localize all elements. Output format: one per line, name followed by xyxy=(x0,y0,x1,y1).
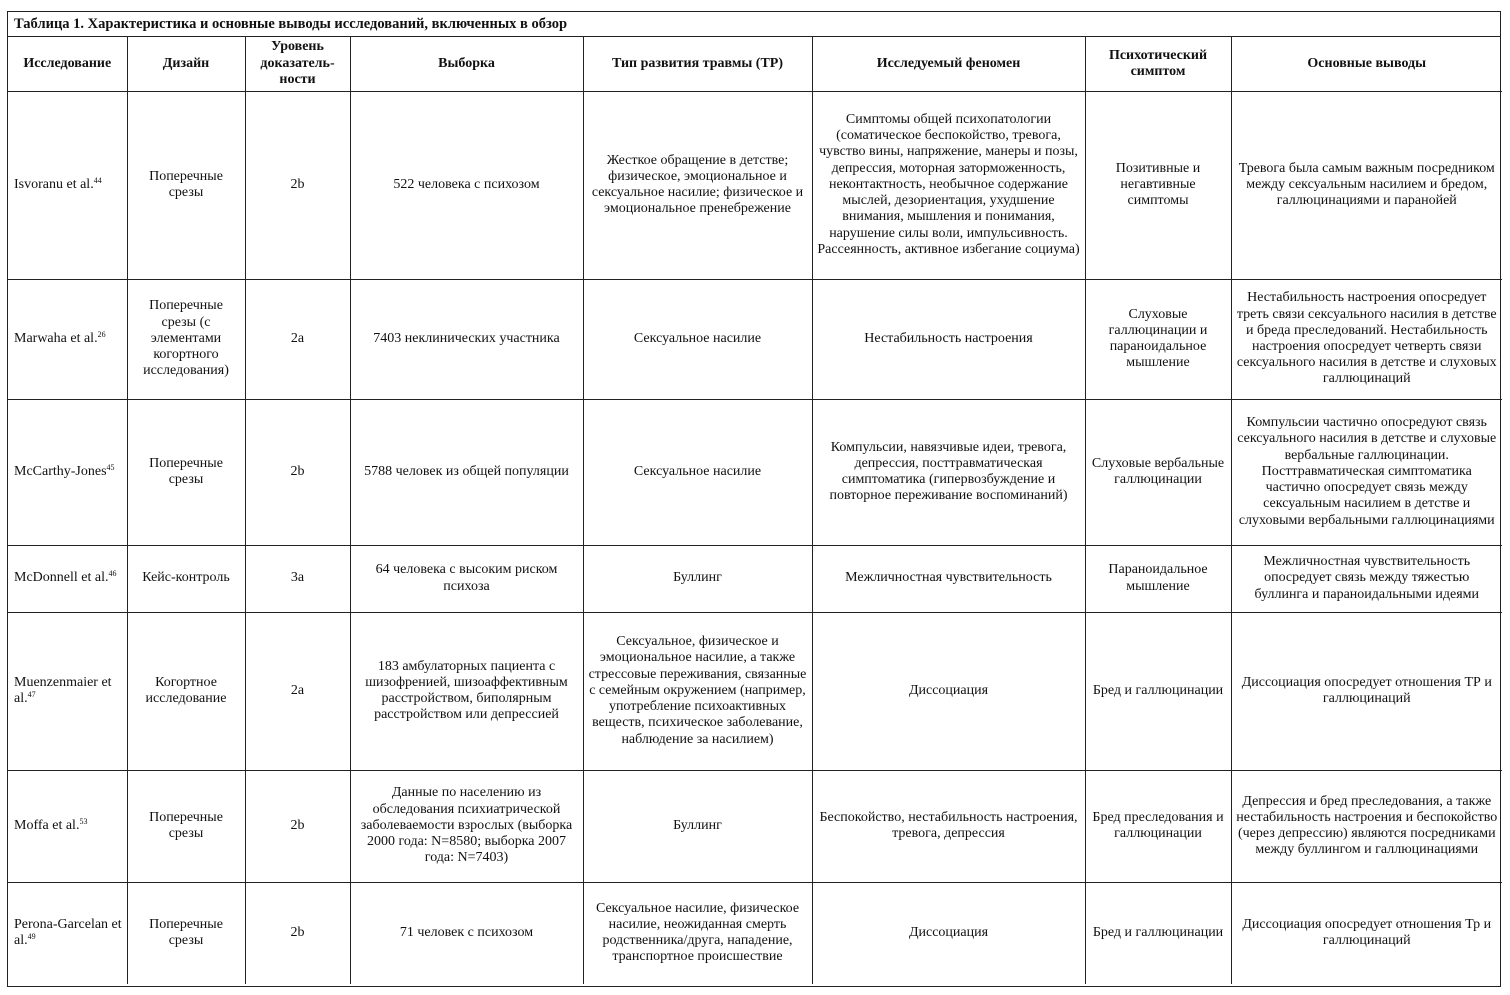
findings-cell: Нестабильность настроения опосредует треть связи сексуального насилия в детстве и бреда преследований. Нестабильность настроения опосредует четверть связи сексуального насилия в детстве и слуховых галлюцинаций xyxy=(1231,279,1502,399)
findings-cell: Диссоциация опосредует отношения Тр и галлюцинаций xyxy=(1231,882,1502,984)
reference-number: 47 xyxy=(27,690,36,699)
table-row xyxy=(8,91,1502,279)
evidence-level-cell: 2b xyxy=(245,770,350,882)
sample-cell: 522 человека с психозом xyxy=(350,91,583,279)
reference-number: 49 xyxy=(27,932,36,942)
reference-number: 46 xyxy=(108,569,117,579)
symptom-cell: Параноидальное мышление xyxy=(1085,545,1231,612)
symptom-cell: Слуховые вербальные галлюцинации xyxy=(1085,399,1231,545)
study-cell xyxy=(8,612,127,770)
study-name: Isvoranu et al. xyxy=(14,176,94,192)
sample-cell: 64 человека с высоким риском психоза xyxy=(350,545,583,612)
column-header-psychotic-symptom: Психотический симптом xyxy=(1085,37,1231,91)
study-cell xyxy=(8,279,127,399)
findings-cell: Тревога была самым важным посредником между сексуальным насилием и бредом, галлюцинациями и паранойей xyxy=(1231,91,1502,279)
study-name: Moffa et al. xyxy=(14,817,80,833)
evidence-level-cell: 2a xyxy=(245,279,350,399)
trauma-cell: Сексуальное насилие, физическое насилие, неожиданная смерть родственника/друга, нападение, транспортное происшествие xyxy=(583,882,812,984)
trauma-cell: Буллинг xyxy=(583,545,812,612)
symptom-cell: Бред и галлюцинации xyxy=(1085,612,1231,770)
column-header-design: Дизайн xyxy=(127,37,245,91)
sample-cell: 183 амбулаторных пациента с шизофренией, шизоаффективным расстройством, биполярным расстройством или депрессией xyxy=(350,612,583,770)
reference-number: 53 xyxy=(79,816,88,826)
table-row xyxy=(8,612,1502,770)
sample-cell: Данные по населению из обследования психиатрической заболеваемости взрослых (выборка 2000 года: N=8580; выборка 2007 года: N=7403) xyxy=(350,770,583,882)
phenomenon-cell: Симптомы общей психопатологии (соматическое беспокойство, тревога, чувство вины, напряжение, манеры и позы, депрессия, моторная заторможенность, неконтактность, необычное содержание мыслей, дезориентация, ухудшение внимания, мышления и понимания, нарушение силы воли, импульсивность. Рассеянность, активное избегание социума) xyxy=(812,91,1085,279)
study-cell xyxy=(8,882,127,984)
column-header-study: Исследование xyxy=(8,37,127,91)
study-cell xyxy=(8,545,127,612)
symptom-cell: Позитивные и негавтивные симптомы xyxy=(1085,91,1231,279)
design-cell: Когортное исследование xyxy=(127,612,245,770)
column-header-findings: Основные выводы xyxy=(1231,37,1502,91)
design-cell: Кейс-контроль xyxy=(127,545,245,612)
column-header-sample: Выборка xyxy=(350,37,583,91)
sample-cell: 7403 неклинических участника xyxy=(350,279,583,399)
trauma-cell: Сексуальное насилие xyxy=(583,279,812,399)
sample-cell: 71 человек с психозом xyxy=(350,882,583,984)
design-cell: Поперечные срезы xyxy=(127,399,245,545)
findings-cell: Компульсии частично опосредуют связь сексуального насилия в детстве и слуховые вербальные галлюцинации. Посттравматическая симптоматика частично опосредует связь между сексуальным насилием в детстве и слуховыми вербальными галлюцинациями xyxy=(1231,399,1502,545)
studies-table xyxy=(8,37,1502,984)
phenomenon-cell: Диссоциация xyxy=(812,612,1085,770)
findings-cell: Депрессия и бред преследования, а также нестабильность настроения и беспокойство (через депрессию) являются посредниками между буллингом и галлюцинациями xyxy=(1231,770,1502,882)
evidence-level-cell: 2b xyxy=(245,91,350,279)
reference-number: 26 xyxy=(97,329,106,339)
design-cell: Поперечные срезы xyxy=(127,770,245,882)
study-name: McDonnell et al. xyxy=(14,570,109,586)
column-header-phenomenon: Исследуемый феномен xyxy=(812,37,1085,91)
evidence-level-cell: 2a xyxy=(245,612,350,770)
trauma-cell: Сексуальное насилие xyxy=(583,399,812,545)
table-header-row xyxy=(8,37,1502,91)
table-row xyxy=(8,279,1502,399)
reference-number: 45 xyxy=(106,462,115,472)
trauma-cell: Жесткое обращение в детстве; физическое, эмоциональное и сексуальное насилие; физическое и эмоциональное пренебрежение xyxy=(583,91,812,279)
study-name: Marwaha et al. xyxy=(14,330,98,346)
study-name: Perona-Garcelan et al. xyxy=(14,917,122,949)
phenomenon-cell: Беспокойство, нестабильность настроения, тревога, депрессия xyxy=(812,770,1085,882)
table-row xyxy=(8,399,1502,545)
symptom-cell: Слуховые галлюцинации и параноидальное мышление xyxy=(1085,279,1231,399)
document-table-frame xyxy=(7,11,1501,987)
phenomenon-cell: Компульсии, навязчивые идеи, тревога, депрессия, посттравматическая симптоматика (гипервозбуждение и повторное переживание воспоминаний) xyxy=(812,399,1085,545)
table-row xyxy=(8,545,1502,612)
evidence-level-cell: 3a xyxy=(245,545,350,612)
study-cell xyxy=(8,91,127,279)
trauma-cell: Буллинг xyxy=(583,770,812,882)
column-header-evidence-level: Уровень доказатель-ности xyxy=(245,37,350,91)
design-cell: Поперечные срезы xyxy=(127,882,245,984)
evidence-level-cell: 2b xyxy=(245,399,350,545)
table-row xyxy=(8,882,1502,984)
findings-cell: Межличностная чувствительность опосредует связь между тяжестью буллинга и параноидальными идеями xyxy=(1231,545,1502,612)
trauma-cell: Сексуальное, физическое и эмоциональное насилие, а также стрессовые переживания, связанные с семейным окружением (например, употребление психоактивных веществ, психическое заболевание, наблюдение за насилием) xyxy=(583,612,812,770)
evidence-level-cell: 2b xyxy=(245,882,350,984)
design-cell: Поперечные срезы xyxy=(127,91,245,279)
study-name: Muenzenmaier et al. xyxy=(14,674,112,706)
table-row xyxy=(8,770,1502,882)
symptom-cell: Бред и галлюцинации xyxy=(1085,882,1231,984)
table-caption: Таблица 1. Характеристика и основные выводы исследований, включенных в обзор xyxy=(8,12,1500,37)
study-cell xyxy=(8,399,127,545)
reference-number: 44 xyxy=(93,175,102,185)
phenomenon-cell: Нестабильность настроения xyxy=(812,279,1085,399)
sample-cell: 5788 человек из общей популяции xyxy=(350,399,583,545)
phenomenon-cell: Диссоциация xyxy=(812,882,1085,984)
column-header-trauma-type: Тип развития травмы (ТР) xyxy=(583,37,812,91)
findings-cell: Диссоциация опосредует отношения ТР и галлюцинаций xyxy=(1231,612,1502,770)
study-name: McCarthy-Jones xyxy=(14,463,107,479)
symptom-cell: Бред преследования и галлюцинации xyxy=(1085,770,1231,882)
design-cell: Поперечные срезы (с элементами когортного исследования) xyxy=(127,279,245,399)
study-cell xyxy=(8,770,127,882)
phenomenon-cell: Межличностная чувствительность xyxy=(812,545,1085,612)
